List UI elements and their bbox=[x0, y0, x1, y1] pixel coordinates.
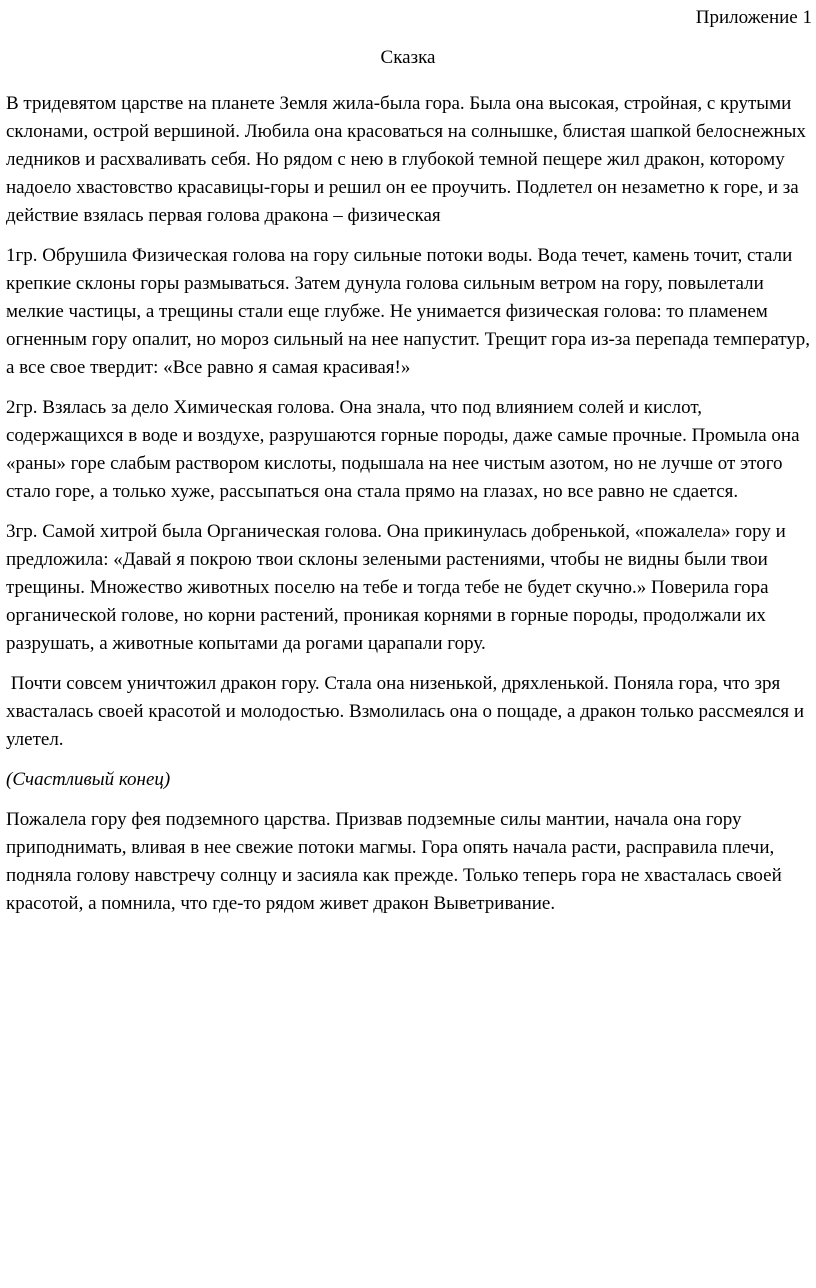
paragraph-group-2: 2гр. Взялась за дело Химическая голова. Она знала, что под влиянием солей и кислот, содержащихся в воде и воздухе, разрушаются горные породы, даже самые прочные. Промыла она «раны» горе слабым раствором кислоты, подышала на нее чистым азотом, но не лучше от этого стало горе, а только хуже, рассыпаться она стала прямо на глазах, но все равно не сдается. bbox=[6, 397, 800, 502]
appendix-label: Приложение 1 bbox=[695, 7, 812, 28]
paragraph-group-1: 1гр. Обрушила Физическая голова на гору сильные потоки воды. Вода течет, камень точит, стали крепкие склоны горы размываться. Затем дунула голова сильным ветром на гору, повылетали мелкие частицы, а трещины стали еще глубже. Не унимается физическая голова: то пламенем огненным гору опалит, но мороз сильный на нее напустит. Трещит гора из-за перепада температур, а все свое твердит: «Все равно я самая красивая!» bbox=[6, 245, 811, 378]
paragraph-group-3: 3гр. Самой хитрой была Органическая голова. Она прикинулась добренькой, «пожалела» гору и предложила: «Давай я покрою твои склоны зелеными растениями, чтобы не видны были твои трещины. Множество животных поселю на тебе и тогда тебе не будет скучно.» Поверила гора органической голове, но корни растений, проникая корнями в горные породы, продолжали их разрушать, а животные копытами да рогами царапали гору. bbox=[6, 521, 786, 654]
document-body bbox=[6, 90, 812, 930]
paragraph-intro: В тридевятом царстве на планете Земля жила-была гора. Была она высокая, стройная, с крутыми склонами, острой вершиной. Любила она красоваться на солнышке, блистая шапкой белоснежных ледников и расхваливать себя. Но рядом с нею в глубокой темной пещере жил дракон, которому надоело хвастовство красавицы-горы и решил он ее проучить. Подлетел он незаметно к горе, и за действие взялась первая голова дракона – физическая bbox=[6, 93, 806, 226]
paragraph-happy-ending-heading: (Счастливый конец) bbox=[6, 769, 171, 790]
paragraph-ending: Пожалела гору фея подземного царства. Призвав подземные силы мантии, начала она гору приподнимать, вливая в нее свежие потоки магмы. Гора опять начала расти, расправила плечи, подняла голову навстречу солнцу и засияла как прежде. Только теперь гора не хвасталась своей красотой, а помнила, что где-то рядом живет дракон Выветривание. bbox=[6, 809, 782, 914]
paragraph-dragon-destroys: Почти совсем уничтожил дракон гору. Стала она низенькой, дряхленькой. Поняла гора, что зря хвасталась своей красотой и молодостью. Взмолилась она о пощаде, а дракон только рассмеялся и улетел. bbox=[6, 673, 809, 750]
document-title: Сказка bbox=[380, 47, 436, 68]
